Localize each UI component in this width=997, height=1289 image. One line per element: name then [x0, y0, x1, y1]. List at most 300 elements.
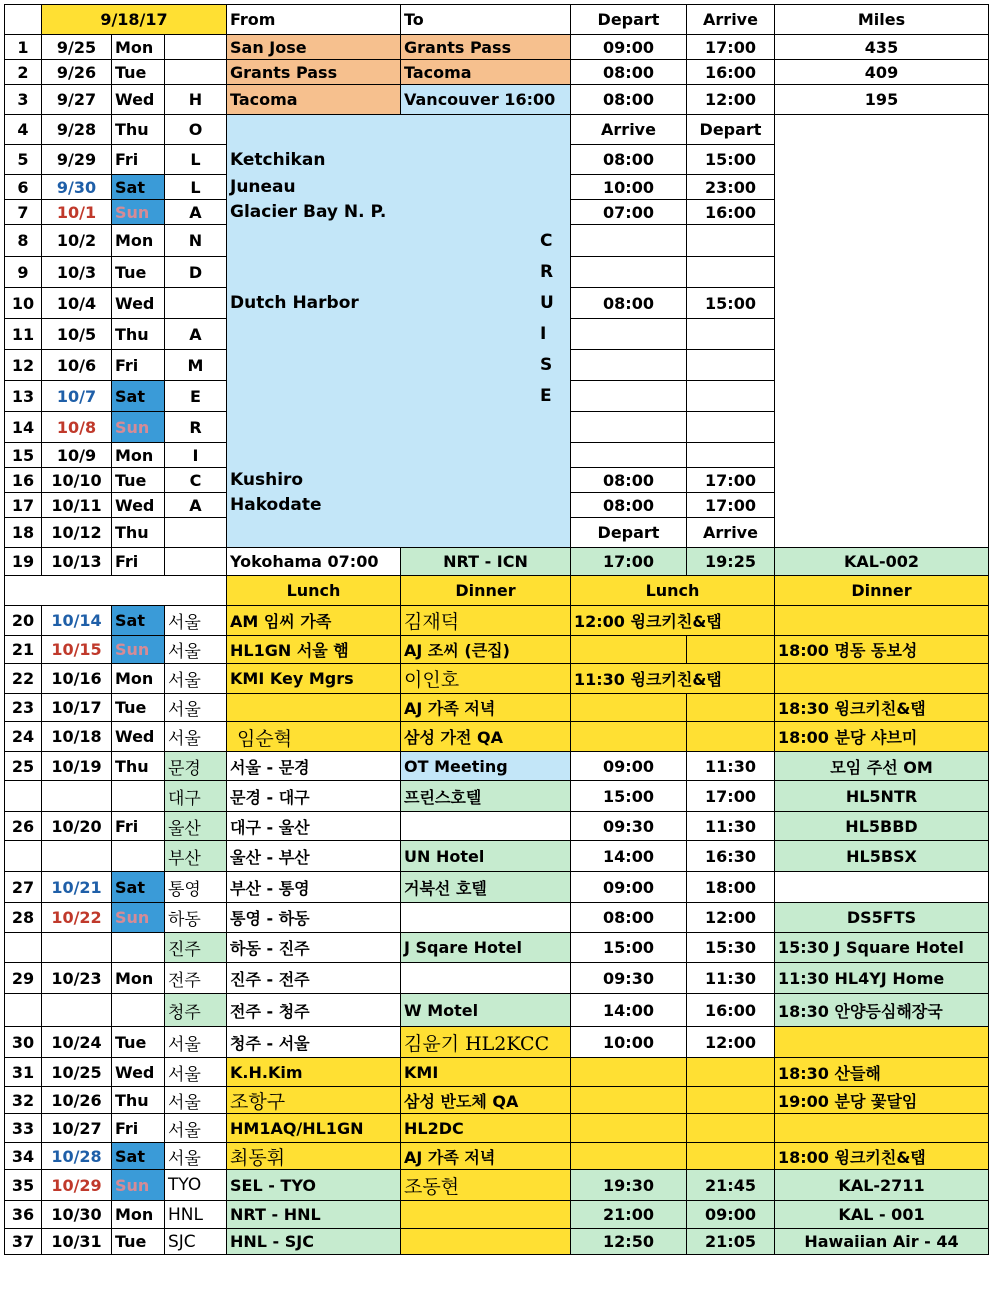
row-to: 거북선 호텔 [400, 871, 571, 903]
row-city: SJC [164, 1228, 227, 1255]
row-day: Sun [111, 1169, 165, 1201]
row-to: 이인호 [400, 663, 571, 694]
row-to: 조동현 [400, 1169, 571, 1201]
row-number: 37 [4, 1228, 42, 1255]
row-day: Mon [111, 34, 165, 60]
row-time-1: 08:00 [570, 902, 687, 933]
row-time-1: 19:30 [570, 1169, 687, 1201]
row-time-1: 08:00 [570, 467, 687, 493]
row-day: Thu [111, 751, 165, 781]
row-date: 10/17 [41, 693, 112, 722]
row-miles: 435 [774, 34, 989, 60]
row-dinner: 18:00 윙크키친&탭 [774, 1142, 989, 1170]
row-date: 10/2 [41, 224, 112, 257]
row-date: 10/15 [41, 635, 112, 664]
meal-header-blank [4, 575, 227, 606]
row-ship-letter: H [164, 84, 227, 115]
row-day: Tue [111, 1228, 165, 1255]
row-ship-letter [164, 34, 227, 60]
row-to [400, 962, 571, 994]
row-number: 15 [4, 442, 42, 468]
row-city: 부산 [164, 840, 227, 872]
header-from: From [226, 4, 401, 35]
row-date: 10/9 [41, 442, 112, 468]
row-time-1 [570, 224, 687, 257]
header-miles: Miles [774, 4, 989, 35]
row-from: KMI Key Mgrs [226, 663, 401, 694]
row-time-2: 12:00 [686, 1026, 775, 1058]
row-time-2: 11:30 [686, 751, 775, 781]
row-date [41, 993, 112, 1027]
row-time-2 [686, 1142, 775, 1170]
row-city: 서울 [164, 721, 227, 752]
row-dinner: 18:30 안양등심해장국 [774, 993, 989, 1027]
row-city: 서울 [164, 663, 227, 694]
row-time-2 [686, 1113, 775, 1143]
row-date: 10/26 [41, 1086, 112, 1114]
header-date: 9/18/17 [41, 4, 227, 35]
row-time-2: 09:00 [686, 1200, 775, 1229]
row-date: 10/14 [41, 605, 112, 636]
row-time-1: 08:00 [570, 59, 687, 85]
row-day: Sat [111, 871, 165, 903]
row-ship-letter: D [164, 256, 227, 288]
row-to: AJ 가족 저녁 [400, 1142, 571, 1170]
row-to: KMI [400, 1057, 571, 1087]
row-day: Fri [111, 1113, 165, 1143]
row-city: 서울 [164, 1086, 227, 1114]
row-date: 10/10 [41, 467, 112, 493]
row-number [4, 993, 42, 1027]
header-blank [4, 4, 42, 35]
row-time-1: 09:00 [570, 871, 687, 903]
row-to: 삼성 가전 QA [400, 721, 571, 752]
row-number: 33 [4, 1113, 42, 1143]
row-to: AJ 가족 저녁 [400, 693, 571, 722]
row-number: 35 [4, 1169, 42, 1201]
row-number: 7 [4, 199, 42, 225]
row-to [400, 811, 571, 841]
row-from: 전주 - 청주 [226, 993, 401, 1027]
row-date: 9/26 [41, 59, 112, 85]
header-depart: Depart [570, 4, 687, 35]
row-time-1: 08:00 [570, 287, 687, 319]
row-day: Fri [111, 349, 165, 381]
row-time-2: 15:00 [686, 144, 775, 175]
row-date: 10/28 [41, 1142, 112, 1170]
row-number: 5 [4, 144, 42, 175]
row-time-2: 15:00 [686, 287, 775, 319]
row-number: 9 [4, 256, 42, 288]
row-time-2: Arrive [686, 517, 775, 548]
row-time-1 [570, 349, 687, 381]
row-date: 10/4 [41, 287, 112, 319]
row-dinner: KAL - 001 [774, 1200, 989, 1229]
row-city: HNL [164, 1200, 227, 1229]
row-ship-letter: O [164, 114, 227, 145]
row-to [400, 1200, 571, 1229]
row-day: Fri [111, 811, 165, 841]
row-time-2: 17:00 [686, 467, 775, 493]
cruise-letter: I [540, 324, 547, 344]
row-time-1: 08:00 [570, 492, 687, 518]
row-dinner: HL5BSX [774, 840, 989, 872]
row-day: Sun [111, 635, 165, 664]
row-day: Tue [111, 467, 165, 493]
row-time-2: 18:00 [686, 871, 775, 903]
row-day: Sat [111, 380, 165, 412]
row-time-2 [686, 721, 775, 752]
row-from: 조항구 [226, 1086, 401, 1114]
row-lunch: 11:30 윙크키친&탭 [570, 663, 775, 694]
row-city: 서울 [164, 635, 227, 664]
row-time-2: 12:00 [686, 84, 775, 115]
row-day: Mon [111, 962, 165, 994]
row-date: 10/3 [41, 256, 112, 288]
row-number: 14 [4, 411, 42, 443]
row-time-2: 23:00 [686, 174, 775, 200]
row-time-2 [686, 318, 775, 350]
row-day: Sat [111, 174, 165, 200]
row-from: 진주 - 전주 [226, 962, 401, 994]
row-day [111, 840, 165, 872]
row-time-1 [570, 721, 687, 752]
row-time-2 [686, 256, 775, 288]
row-time-1: 15:00 [570, 932, 687, 963]
row-from: SEL - TYO [226, 1169, 401, 1201]
row-number: 2 [4, 59, 42, 85]
row-time-2 [686, 411, 775, 443]
row-time-1: 14:00 [570, 840, 687, 872]
row-time-2: 16:30 [686, 840, 775, 872]
row-time-2: 16:00 [686, 993, 775, 1027]
row-date: 10/7 [41, 380, 112, 412]
meal-header-dinner: Dinner [400, 575, 571, 606]
row-from: 부산 - 통영 [226, 871, 401, 903]
row-time-1 [570, 1113, 687, 1143]
row-day: Wed [111, 1057, 165, 1087]
row-number: 23 [4, 693, 42, 722]
row-city: 청주 [164, 993, 227, 1027]
row-city: 진주 [164, 932, 227, 963]
row-ship-letter: L [164, 144, 227, 175]
row-time-2: 12:00 [686, 902, 775, 933]
row-date: 10/16 [41, 663, 112, 694]
row-to: OT Meeting [400, 751, 571, 781]
row-date: 10/23 [41, 962, 112, 994]
row-miles: 195 [774, 84, 989, 115]
row-dinner: 18:00 명동 동보성 [774, 635, 989, 664]
row-date: 10/24 [41, 1026, 112, 1058]
row-time-2 [686, 635, 775, 664]
row-number: 36 [4, 1200, 42, 1229]
row-time-2 [686, 442, 775, 468]
row-time-1 [570, 442, 687, 468]
cruise-letter: C [540, 230, 553, 251]
cruise-block [226, 114, 571, 548]
row-city: 서울 [164, 1113, 227, 1143]
row-number: 8 [4, 224, 42, 257]
row-time-2 [686, 1057, 775, 1087]
row-from: 문경 - 대구 [226, 780, 401, 812]
row-day: Wed [111, 492, 165, 518]
row-to [400, 1228, 571, 1255]
row-dinner: DS5FTS [774, 902, 989, 933]
row-time-1: 21:00 [570, 1200, 687, 1229]
row-from: 통영 - 하동 [226, 902, 401, 933]
row-city: 서울 [164, 693, 227, 722]
row-day: Sat [111, 1142, 165, 1170]
row-ship-letter [164, 59, 227, 85]
row-city: 서울 [164, 1026, 227, 1058]
row-city: 서울 [164, 1142, 227, 1170]
row-number: 13 [4, 380, 42, 412]
row-day: Fri [111, 547, 165, 576]
row-time-2: 16:00 [686, 59, 775, 85]
meal-header-lunch: Lunch [226, 575, 401, 606]
row-number: 32 [4, 1086, 42, 1114]
row-dinner [774, 663, 989, 694]
row-number: 31 [4, 1057, 42, 1087]
row-city: 문경 [164, 751, 227, 781]
row-number: 10 [4, 287, 42, 319]
row-day: Sun [111, 199, 165, 225]
row-day: Wed [111, 721, 165, 752]
row-time-2 [686, 1086, 775, 1114]
row-dinner: 모임 주선 OM [774, 751, 989, 781]
row-city: 하동 [164, 902, 227, 933]
row-to: NRT - ICN [400, 547, 571, 576]
row-date: 10/1 [41, 199, 112, 225]
row-ship-letter: A [164, 318, 227, 350]
row-number: 24 [4, 721, 42, 752]
row-from: Tacoma [226, 84, 401, 115]
row-number: 1 [4, 34, 42, 60]
row-number: 18 [4, 517, 42, 548]
cruise-letter: S [540, 355, 553, 375]
row-to: Vancouver 16:00 [400, 84, 571, 115]
row-day: Sat [111, 605, 165, 636]
row-dinner: HL5BBD [774, 811, 989, 841]
row-time-1 [570, 1086, 687, 1114]
row-from: HNL - SJC [226, 1228, 401, 1255]
row-dinner [774, 605, 989, 636]
row-date: 10/6 [41, 349, 112, 381]
row-city: 울산 [164, 811, 227, 841]
row-from: K.H.Kim [226, 1057, 401, 1087]
row-number: 20 [4, 605, 42, 636]
row-miles: KAL-002 [774, 547, 989, 576]
row-day: Thu [111, 114, 165, 145]
row-time-2 [686, 380, 775, 412]
row-day [111, 993, 165, 1027]
row-time-2: Depart [686, 114, 775, 145]
row-number: 30 [4, 1026, 42, 1058]
row-from: AM 임씨 가족 [226, 605, 401, 636]
row-number [4, 780, 42, 812]
row-date: 10/19 [41, 751, 112, 781]
row-from: 최동휘 [226, 1142, 401, 1170]
row-date: 10/13 [41, 547, 112, 576]
row-number: 29 [4, 962, 42, 994]
row-number: 34 [4, 1142, 42, 1170]
row-ship-letter: R [164, 411, 227, 443]
row-from [226, 693, 401, 722]
row-to: 삼성 반도체 QA [400, 1086, 571, 1114]
row-day: Mon [111, 224, 165, 257]
row-to: 김재덕 [400, 605, 571, 636]
row-number: 27 [4, 871, 42, 903]
row-dinner: Hawaiian Air - 44 [774, 1228, 989, 1255]
row-time-1 [570, 1142, 687, 1170]
row-day [111, 780, 165, 812]
row-time-1: 12:50 [570, 1228, 687, 1255]
row-date: 10/11 [41, 492, 112, 518]
header-to: To [400, 4, 571, 35]
row-date: 9/29 [41, 144, 112, 175]
row-from: 대구 - 울산 [226, 811, 401, 841]
row-time-1: 15:00 [570, 780, 687, 812]
row-to [400, 902, 571, 933]
row-day: Fri [111, 144, 165, 175]
row-from: HM1AQ/HL1GN [226, 1113, 401, 1143]
row-day: Wed [111, 287, 165, 319]
row-date: 9/25 [41, 34, 112, 60]
row-time-1: 17:00 [570, 547, 687, 576]
row-date [41, 780, 112, 812]
row-ship-letter: M [164, 349, 227, 381]
row-ship-letter: A [164, 492, 227, 518]
row-time-2: 21:45 [686, 1169, 775, 1201]
row-number: 28 [4, 902, 42, 933]
row-from: San Jose [226, 34, 401, 60]
port-name: Dutch Harbor [230, 293, 359, 313]
row-number: 21 [4, 635, 42, 664]
header-arrive: Arrive [686, 4, 775, 35]
row-day: Mon [111, 442, 165, 468]
row-date: 10/18 [41, 721, 112, 752]
row-date: 10/20 [41, 811, 112, 841]
row-city: 대구 [164, 780, 227, 812]
row-to: J Sqare Hotel [400, 932, 571, 963]
row-miles: 409 [774, 59, 989, 85]
row-time-1: 09:30 [570, 962, 687, 994]
row-dinner: 18:30 윙크키친&탭 [774, 693, 989, 722]
row-ship-letter: A [164, 199, 227, 225]
row-ship-letter: E [164, 380, 227, 412]
row-day: Thu [111, 517, 165, 548]
row-date: 10/12 [41, 517, 112, 548]
row-from: 하동 - 진주 [226, 932, 401, 963]
row-city: TYO [164, 1169, 227, 1201]
row-time-1: 09:00 [570, 751, 687, 781]
cruise-letter: R [540, 262, 554, 282]
row-day [111, 932, 165, 963]
port-name: Hakodate [230, 495, 322, 515]
row-time-1: 14:00 [570, 993, 687, 1027]
row-city: 통영 [164, 871, 227, 903]
row-time-2 [686, 224, 775, 257]
row-number: 16 [4, 467, 42, 493]
row-time-1: 10:00 [570, 174, 687, 200]
row-time-2: 15:30 [686, 932, 775, 963]
row-number: 11 [4, 318, 42, 350]
row-from: 울산 - 부산 [226, 840, 401, 872]
cruise-letter: U [540, 293, 554, 313]
row-from: Yokohama 07:00 [226, 547, 401, 576]
meal-header-dinner-2: Dinner [774, 575, 989, 606]
row-time-2: 21:05 [686, 1228, 775, 1255]
row-time-1: 08:00 [570, 84, 687, 115]
row-ship-letter [164, 287, 227, 319]
row-city: 서울 [164, 1057, 227, 1087]
row-day: Sun [111, 411, 165, 443]
row-dinner: HL5NTR [774, 780, 989, 812]
row-to: Tacoma [400, 59, 571, 85]
row-date: 10/22 [41, 902, 112, 933]
row-ship-letter: N [164, 224, 227, 257]
row-to: W Motel [400, 993, 571, 1027]
row-dinner: 18:00 분당 샤브미 [774, 721, 989, 752]
port-name: Kushiro [230, 470, 304, 490]
row-time-2: 17:00 [686, 780, 775, 812]
row-time-2: 11:30 [686, 962, 775, 994]
row-time-1 [570, 256, 687, 288]
row-date: 10/25 [41, 1057, 112, 1087]
row-date: 9/28 [41, 114, 112, 145]
row-time-1 [570, 635, 687, 664]
row-dinner: 19:00 분당 꽃달임 [774, 1086, 989, 1114]
row-day: Thu [111, 1086, 165, 1114]
row-number: 4 [4, 114, 42, 145]
row-dinner [774, 1113, 989, 1143]
row-time-2: 16:00 [686, 199, 775, 225]
row-time-1: 08:00 [570, 144, 687, 175]
row-day: Tue [111, 693, 165, 722]
row-number: 26 [4, 811, 42, 841]
row-day: Mon [111, 1200, 165, 1229]
row-time-1: Arrive [570, 114, 687, 145]
row-number [4, 840, 42, 872]
row-from: 임순혁 [226, 721, 401, 752]
row-time-1 [570, 693, 687, 722]
meal-header-lunch-2: Lunch [570, 575, 775, 606]
row-number: 22 [4, 663, 42, 694]
row-number: 6 [4, 174, 42, 200]
row-dinner: 18:30 산들해 [774, 1057, 989, 1087]
row-ship-letter: C [164, 467, 227, 493]
row-date: 9/30 [41, 174, 112, 200]
row-number: 3 [4, 84, 42, 115]
port-name: Ketchikan [230, 149, 326, 170]
row-day: Tue [111, 1026, 165, 1058]
row-from: NRT - HNL [226, 1200, 401, 1229]
port-name: Glacier Bay N. P. [230, 202, 387, 222]
row-time-1: 10:00 [570, 1026, 687, 1058]
row-time-2 [686, 349, 775, 381]
row-time-1: 09:00 [570, 34, 687, 60]
row-ship-letter [164, 547, 227, 576]
row-time-1 [570, 1057, 687, 1087]
row-from: 청주 - 서울 [226, 1026, 401, 1058]
row-dinner: 15:30 J Square Hotel [774, 932, 989, 963]
row-time-2 [686, 693, 775, 722]
port-name: Juneau [230, 177, 296, 197]
row-dinner [774, 871, 989, 903]
row-to: Grants Pass [400, 34, 571, 60]
row-date: 10/31 [41, 1228, 112, 1255]
row-number: 19 [4, 547, 42, 576]
